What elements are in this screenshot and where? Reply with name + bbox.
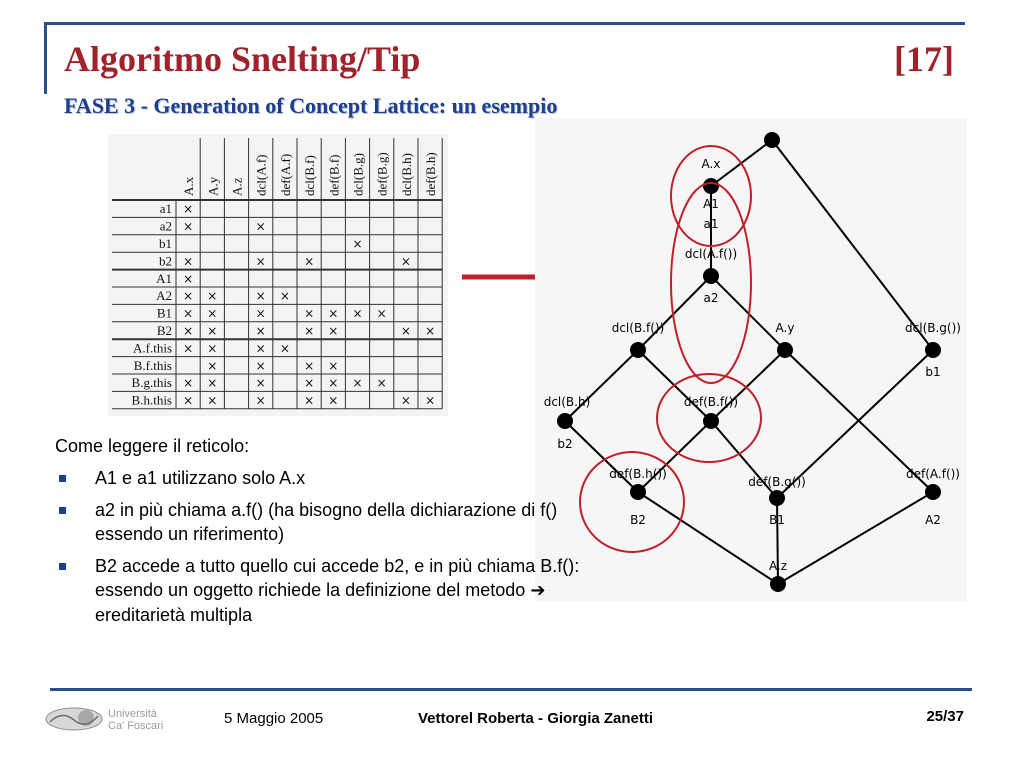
lattice-node-label: a2: [703, 291, 719, 305]
incidence-mark: ×: [255, 393, 266, 408]
concept-lattice: [535, 118, 967, 602]
footer-divider: [50, 688, 972, 691]
explanation-text: [55, 434, 585, 635]
incidence-mark: ×: [183, 306, 194, 321]
lattice-node-dclbh: [557, 413, 573, 429]
row-label: B.f.this: [133, 357, 172, 373]
incidence-mark: ×: [304, 358, 315, 373]
university-logo-icon: [44, 706, 104, 732]
incidence-mark: ×: [352, 306, 363, 321]
explanation-intro: Come leggere il reticolo:: [55, 436, 250, 456]
row-label: B.g.this: [131, 375, 172, 391]
incidence-mark: ×: [400, 254, 411, 269]
row-label: B.h.this: [131, 392, 172, 408]
incidence-mark: ×: [183, 202, 194, 217]
lattice-node-dclbg: [925, 342, 941, 358]
lattice-node-defbf: [703, 413, 719, 429]
incidence-mark: ×: [304, 376, 315, 391]
list-item: a2 in più chiama a.f() (ha bisogno della dichiarazione di f() essendo un riferimento): [55, 498, 585, 546]
incidence-mark: ×: [183, 271, 194, 286]
row-label: B1: [156, 305, 172, 321]
incidence-mark: ×: [183, 254, 194, 269]
incidence-mark: ×: [255, 324, 266, 338]
incidence-mark: ×: [255, 219, 266, 234]
lattice-node-ay: [777, 342, 793, 358]
incidence-mark: ×: [279, 341, 290, 356]
column-header: A.x: [181, 176, 197, 196]
column-header: dcl(B.f): [302, 155, 318, 196]
incidence-mark: ×: [255, 254, 266, 269]
column-header: def(B.f): [326, 154, 342, 196]
column-header: dcl(B.h): [398, 153, 414, 196]
column-header: A.y: [205, 176, 221, 196]
incidence-mark: ×: [328, 376, 339, 391]
lattice-node-label: b1: [925, 365, 941, 379]
lattice-node-label: A.z: [768, 559, 788, 573]
incidence-mark: ×: [376, 376, 387, 391]
explanation-list: [55, 466, 585, 627]
incidence-mark: ×: [183, 341, 194, 356]
list-item: B2 accede a tutto quello cui accede b2, e in più chiama B.f(): essendo un oggetto richiede la definizione del metodo ➔ ereditarietà multipla: [55, 554, 585, 627]
incidence-mark: ×: [304, 254, 315, 269]
lattice-node-defbh: [630, 484, 646, 500]
university-name: Università Ca' Foscari: [108, 708, 164, 732]
incidence-mark: ×: [255, 341, 266, 356]
incidence-mark: ×: [207, 341, 218, 356]
incidence-mark: ×: [304, 324, 315, 338]
incidence-mark: ×: [207, 393, 218, 408]
incidence-mark: ×: [376, 306, 387, 321]
right-arrow-icon: ➔: [530, 580, 546, 601]
lattice-node-label: def(A.f()): [906, 467, 960, 481]
row-label: a1: [159, 201, 172, 217]
lattice-edge: [638, 276, 711, 350]
column-header: dcl(B.g): [350, 153, 366, 196]
incidence-mark: ×: [183, 219, 194, 234]
slide-subtitle: FASE 3 - Generation of Concept Lattice: un esempio: [64, 93, 558, 118]
lattice-node-label: dcl(B.f()): [611, 321, 665, 335]
lattice-edge: [711, 350, 785, 421]
incidence-mark: ×: [400, 324, 411, 338]
incidence-mark: ×: [183, 393, 194, 408]
incidence-mark: ×: [183, 289, 194, 304]
lattice-node-label: def(B.g()): [748, 475, 806, 489]
footer-date: 5 Maggio 2005: [224, 710, 324, 727]
bullet-square-icon: [59, 563, 66, 570]
slide-title: Algoritmo Snelting/Tip: [64, 39, 421, 79]
incidence-mark: ×: [352, 237, 363, 251]
row-label: A2: [156, 288, 172, 304]
lattice-node-label: dcl(A.f()): [684, 247, 738, 261]
page-number: 25/37: [926, 708, 964, 725]
lattice-node-top: [764, 132, 780, 148]
incidence-mark: ×: [183, 376, 194, 391]
lattice-node-dclbf: [630, 342, 646, 358]
lattice-edge: [565, 350, 638, 421]
incidence-mark: ×: [207, 358, 218, 373]
lattice-node-label: a1: [703, 217, 719, 231]
lattice-node-defbg: [769, 490, 785, 506]
lattice-node-az: [770, 576, 786, 592]
lattice-node-label: def(B.f()): [683, 395, 739, 409]
column-header: dcl(A.f): [253, 154, 269, 196]
incidence-mark: ×: [352, 376, 363, 391]
incidence-mark: ×: [255, 376, 266, 391]
lattice-node-ax: [703, 178, 719, 194]
incidence-mark: ×: [255, 358, 266, 373]
incidence-mark: ×: [328, 358, 339, 373]
lattice-edge: [638, 421, 711, 492]
lattice-node-dclaf: [703, 268, 719, 284]
bullet-square-icon: [59, 475, 66, 482]
lattice-node-label: A.y: [775, 321, 795, 335]
lattice-edge: [772, 140, 933, 350]
incidence-mark: ×: [328, 306, 339, 321]
lattice-node-label: A1: [703, 197, 719, 211]
row-label: a2: [159, 218, 172, 234]
lattice-edge: [638, 492, 778, 584]
incidence-mark: ×: [255, 306, 266, 321]
column-header: def(B.g): [374, 152, 390, 196]
incidence-mark: ×: [425, 393, 436, 408]
incidence-mark: ×: [207, 324, 218, 338]
row-label: b2: [159, 253, 172, 269]
lattice-node-label: dcl(B.h): [543, 395, 591, 409]
incidence-mark: ×: [328, 393, 339, 408]
lattice-node-label: A.x: [701, 157, 721, 171]
incidence-mark: ×: [207, 376, 218, 391]
incidence-mark: ×: [207, 289, 218, 304]
incidence-mark: ×: [304, 306, 315, 321]
incidence-mark: ×: [400, 393, 411, 408]
incidence-mark: ×: [279, 289, 290, 304]
bullet-square-icon: [59, 507, 66, 514]
list-item: A1 e a1 utilizzano solo A.x: [55, 466, 585, 490]
row-label: A1: [156, 270, 172, 286]
column-header: def(A.f): [277, 153, 293, 196]
lattice-node-label: B2: [630, 513, 646, 527]
lattice-node-label: dcl(B.g()): [905, 321, 961, 335]
incidence-mark: ×: [183, 324, 194, 338]
incidence-mark: ×: [328, 324, 339, 338]
incidence-mark: ×: [425, 324, 436, 338]
row-label: B2: [156, 323, 172, 338]
incidence-mark: ×: [304, 393, 315, 408]
lattice-edge: [778, 492, 933, 584]
reference-number: [17]: [894, 39, 954, 79]
lattice-edge: [711, 276, 785, 350]
column-header: def(B.h): [423, 152, 439, 196]
incidence-mark: ×: [255, 289, 266, 304]
lattice-node-label: b2: [557, 437, 573, 451]
concept-lattice-graph: [535, 118, 967, 602]
lattice-node-label: B1: [769, 513, 785, 527]
row-label: b1: [159, 236, 172, 251]
lattice-node-label: def(B.h()): [609, 467, 667, 481]
row-label: A.f.this: [133, 340, 172, 356]
column-header: A.z: [229, 177, 245, 196]
incidence-mark: ×: [207, 306, 218, 321]
footer-authors: Vettorel Roberta - Giorgia Zanetti: [418, 710, 654, 727]
lattice-node-label: A2: [925, 513, 941, 527]
lattice-node-defaf: [925, 484, 941, 500]
